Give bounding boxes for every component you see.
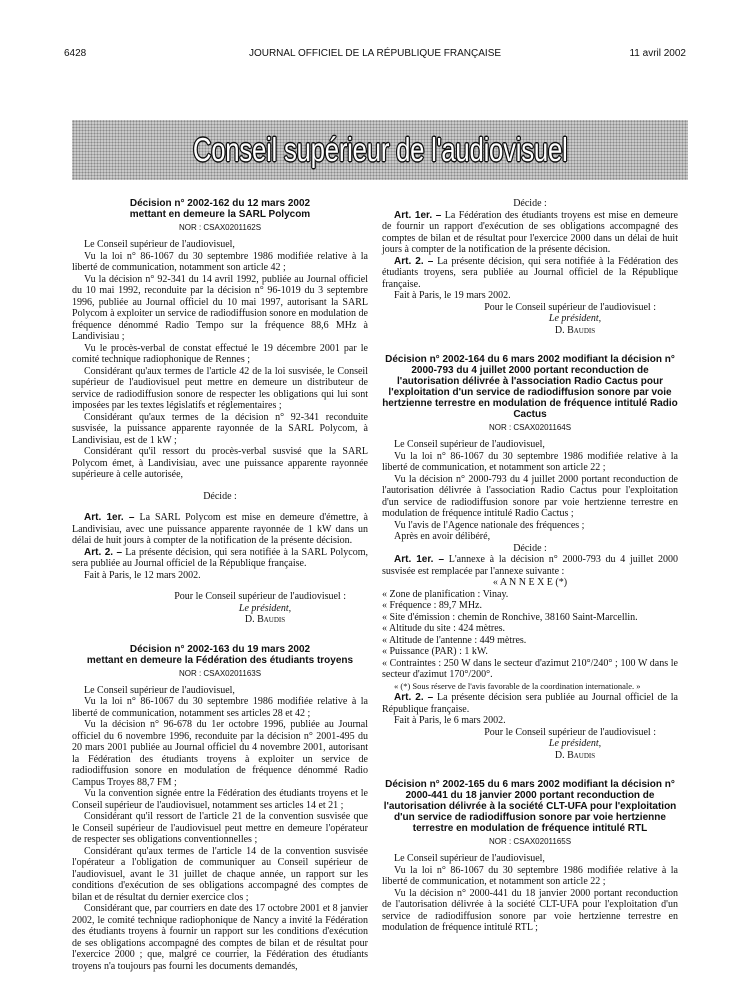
article-2 — [382, 692, 678, 715]
paragraph: Vu la décision n° 2000-441 du 18 janvier 2000 portant reconduction de l'autorisation délivrée à la société CLT-UFA pour l'exploitation d'un service de radiodiffusion sonore par voie hertzienne terrestre en modulation de fréquence intitulé RTL ; — [382, 887, 678, 933]
paragraph: Vu la loi n° 86-1067 du 30 septembre 1986 modifiée relative à la liberté de communication, et notamment son article 22 ; — [382, 450, 678, 473]
decision-title: Décision n° 2002-164 du 6 mars 2002 modifiant la décision n° 2000-793 du 4 juillet 2000 portant reconduction de l'autorisation délivrée à l'association Radio Cactus pour l'exploitation d'un service de radiodiffusion sonore par voie hertzienne terrestre en modulation de fréquence intitulé Radio Cactus — [382, 354, 678, 420]
signature-name: D. Baudis — [554, 749, 596, 761]
section-banner — [72, 120, 688, 180]
paragraph: Considérant qu'il ressort de l'article 21 de la convention susvisée que le Conseil supérieur de l'audiovisuel peut mettre en demeure l'opérateur de respecter ses obligations conventionnelles ; — [72, 811, 368, 845]
done-at: Fait à Paris, le 19 mars 2002. — [394, 290, 511, 301]
paragraph: Vu le procès-verbal de constat effectué le 19 décembre 2001 par le comité technique radiophonique de Rennes ; — [72, 342, 368, 365]
decide-heading: Décide : — [203, 490, 237, 502]
article-text: La présente décision, qui sera notifiée à la Fédération des étudiants troyens, sera publiée au Journal officiel de la République française. — [382, 255, 679, 290]
article-text: La présente décision, qui sera notifiée à la SARL Polycom, sera publiée au Journal officiel de la République française. — [72, 546, 368, 569]
spacer — [382, 336, 678, 354]
paragraph: Considérant qu'il ressort du procès-verbal susvisé que la SARL Polycom émet, à Landivisiau, avec une puissance apparente rayonnée supérieure à celle autorisée, — [72, 446, 368, 480]
spacer — [382, 761, 678, 779]
decision-2002-164 — [382, 354, 678, 761]
paragraph: Vu la convention signée entre la Fédération des étudiants troyens et le Conseil supérieur de l'audiovisuel, notamment ses articles 14 et 21 ; — [72, 788, 368, 811]
paragraph: Le Conseil supérieur de l'audiovisuel, — [394, 439, 545, 450]
nor-reference: NOR : CSAX0201162S — [178, 223, 262, 232]
spacer — [72, 481, 368, 491]
signature-name: D. Baudis — [244, 614, 286, 625]
signature-line: Pour le Conseil supérieur de l'audiovisuel : — [484, 726, 656, 738]
paragraph: Vu la loi n° 86-1067 du 30 septembre 1986 modifiée relative à la liberté de communication, notamment son article 42 ; — [72, 250, 368, 273]
article-label: Art. 2. – — [84, 546, 123, 558]
right-column — [382, 198, 678, 934]
paragraph: Vu la décision n° 96-678 du 1er octobre 1996, publiée au Journal officiel du 6 novembre 1996, reconduite par la décision n° 2001-495 du 20 mars 2001 publiée au Journal officiel du 4 novembre 2001, autorisant la Fédération des étudiants troyens à exploiter un service de radiodiffusion sonore en modulation de fréquence dénommé Radio Campus Troyes 88,7 FM ; — [72, 719, 368, 788]
done-at: Fait à Paris, le 6 mars 2002. — [394, 715, 506, 726]
annex-item: « Zone de planification : Vinay. — [382, 588, 509, 600]
article-1 — [382, 210, 678, 256]
article-label: Art. 2. – — [394, 692, 434, 703]
paragraph: Le Conseil supérieur de l'audiovisuel, — [84, 239, 235, 250]
article-text: L'annexe à la décision n° 2000-793 du 4 juillet 2000 susvisée est remplacée par l'annexe suivante : — [382, 554, 678, 577]
paragraph: Vu l'avis de l'Agence nationale des fréquences ; — [394, 519, 585, 531]
paragraph: Vu la loi n° 86-1067 du 30 septembre 1986 modifiée relative à la liberté de communication, notamment ses articles 28 et 42 ; — [72, 696, 368, 719]
spacer — [72, 502, 368, 512]
paragraph: Considérant que, par courriers en date des 17 octobre 2001 et 8 janvier 2002, le comité technique radiophonique de Nancy a invité la Fédération des étudiants troyens à fournir un rapport sur les conditions d'exécution de ses obligations accompagné des comptes de bilan et de résultat pour l'exercice 2000 ; que, malgré ce courrier, la Fédération des étudiants troyens n'a toujours pas fourni les documents demandés, — [72, 903, 368, 972]
done-at: Fait à Paris, le 12 mars 2002. — [84, 569, 201, 581]
article-1 — [72, 512, 368, 547]
annex-item: « Puissance (PAR) : 1 kW. — [382, 646, 488, 657]
signature-line: Pour le Conseil supérieur de l'audiovisuel : — [484, 301, 656, 313]
paragraph: Considérant qu'aux termes de l'article 14 de la convention susvisée l'opérateur a l'obligation de communiquer au Conseil supérieur de l'audiovisuel, avant le 31 juillet de chaque année, un rapport sur les conditions d'exécution de ses obligations accompagné des comptes de bilan et de résultat du dernier exercice clos ; — [72, 845, 368, 903]
annex-note: « (*) Sous réserve de l'avis favorable de la coordination internationale. » — [394, 680, 641, 691]
nor-reference: NOR : CSAX0201164S — [488, 423, 572, 432]
journal-title: JOURNAL OFFICIEL DE LA RÉPUBLIQUE FRANÇAISE — [248, 48, 502, 59]
article-label: Art. 1er. – — [84, 512, 135, 523]
decision-subtitle: mettant en demeure la Fédération des étudiants troyens — [86, 654, 354, 666]
paragraph: Considérant qu'aux termes de la décision n° 92-341 reconduite susvisée, la puissance apparente rayonnée de la SARL Polycom, à Landivisiau, est de 1 kW ; — [72, 411, 368, 446]
paragraph: Après en avoir délibéré, — [394, 531, 491, 542]
annex-item: « Altitude du site : 424 mètres. — [382, 623, 506, 634]
decide-heading: Décide : — [513, 198, 547, 209]
page-number: 6428 — [64, 48, 87, 59]
article-2 — [382, 256, 678, 291]
paragraph: Vu la loi n° 86-1067 du 30 septembre 1986 modifiée relative à la liberté de communication, et notamment son article 22 ; — [382, 864, 678, 887]
decision-2002-163-continued — [382, 198, 678, 336]
annex-item: « Fréquence : 89,7 MHz. — [382, 600, 482, 611]
article-2 — [72, 547, 368, 570]
article-label: Art. 2. – — [394, 255, 434, 267]
annex-item: « Site d'émission : chemin de Ronchive, 38160 Saint-Marcellin. — [382, 611, 638, 623]
article-text: La présente décision sera publiée au Journal officiel de la République française. — [382, 692, 678, 715]
decision-title: Décision n° 2002-162 du 12 mars 2002 — [129, 198, 311, 209]
decision-2002-162 — [72, 198, 368, 626]
nor-reference: NOR : CSAX0201163S — [178, 668, 262, 678]
decide-heading: Décide : — [513, 542, 547, 554]
spacer — [72, 626, 368, 644]
decision-subtitle: mettant en demeure la SARL Polycom — [129, 209, 311, 220]
paragraph: Le Conseil supérieur de l'audiovisuel, — [84, 684, 235, 696]
article-label: Art. 1er. – — [394, 554, 445, 565]
signature-name: D. Baudis — [554, 324, 596, 336]
annex-item: « Altitude de l'antenne : 449 mètres. — [382, 634, 527, 646]
banner-title: Conseil supérieur de l'audiovisuel — [192, 131, 568, 168]
page-header — [64, 48, 686, 60]
signature-line: Pour le Conseil supérieur de l'audiovisuel : — [174, 591, 346, 602]
decision-title: Décision n° 2002-163 du 19 mars 2002 — [129, 643, 311, 655]
decision-2002-163 — [72, 644, 368, 973]
decision-title: Décision n° 2002-165 du 6 mars 2002 modifiant la décision n° 2000-441 du 18 janvier 2000 portant reconduction de l'autorisation délivrée à la société CLT-UFA pour l'exploitation d'un service de radiodiffusion sonore par voie hertzienne terrestre en modulation de fréquence intitulé RTL — [383, 779, 677, 834]
article-text: La Fédération des étudiants troyens est mise en demeure de fournir un rapport d'exécution de ses obligations accompagné des comptes de bilan et de résultat pour l'exercice 2000 dans un délai de huit jours à compter de la notification de la présente décision. — [382, 209, 678, 255]
article-label: Art. 1er. – — [394, 209, 442, 221]
spacer — [72, 581, 368, 591]
issue-date: 11 avril 2002 — [629, 48, 686, 59]
annex-heading: « A N N E X E (*) — [492, 577, 568, 588]
decision-2002-165 — [382, 779, 678, 934]
paragraph: Vu la décision n° 2000-793 du 4 juillet 2000 portant reconduction de l'autorisation délivrée à l'association Radio Cactus pour l'exploitation d'un service de radiodiffusion sonore par voie hertzienne terrestre en modulation de fréquence intitulé Radio Cactus ; — [382, 473, 678, 519]
annex-item: « Contraintes : 250 W dans le secteur d'azimut 210°/240° ; 100 W dans le secteur d'azimut 170°/200°. — [382, 657, 678, 680]
signature-title: Le président, — [548, 738, 602, 749]
signature-title: Le président, — [548, 313, 602, 324]
paragraph: Considérant qu'aux termes de l'article 42 de la loi susvisée, le Conseil supérieur de l'audiovisuel peut mettre en demeure un distributeur de service de radiodiffusion sonore de respecter les obligations qui lui sont imposées par les textes législatifs et réglementaires ; — [72, 365, 368, 411]
left-column — [72, 198, 368, 972]
signature-title: Le président, — [238, 602, 292, 614]
paragraph: Vu la décision n° 92-341 du 14 avril 1992, publiée au Journal officiel du 10 mai 1992, reconduite par la décision n° 96-1019 du 3 septembre 1996, publiée au Journal officiel du 10 mai 1997, autorisant la SARL Polycom à exploiter un service de radiodiffusion sonore en modulation de fréquence dénommé Radio Tempo sur la fréquence 88,6 MHz à Landivisiau ; — [72, 273, 368, 342]
article-text: La SARL Polycom est mise en demeure d'émettre, à Landivisiau, avec une puissance apparente rayonnée de 1 kW dans un délai de huit jours à compter de la notification de la présente décision. — [72, 512, 368, 546]
nor-reference: NOR : CSAX0201165S — [488, 837, 572, 846]
article-1 — [382, 554, 678, 577]
paragraph: Le Conseil supérieur de l'audiovisuel, — [394, 853, 545, 864]
